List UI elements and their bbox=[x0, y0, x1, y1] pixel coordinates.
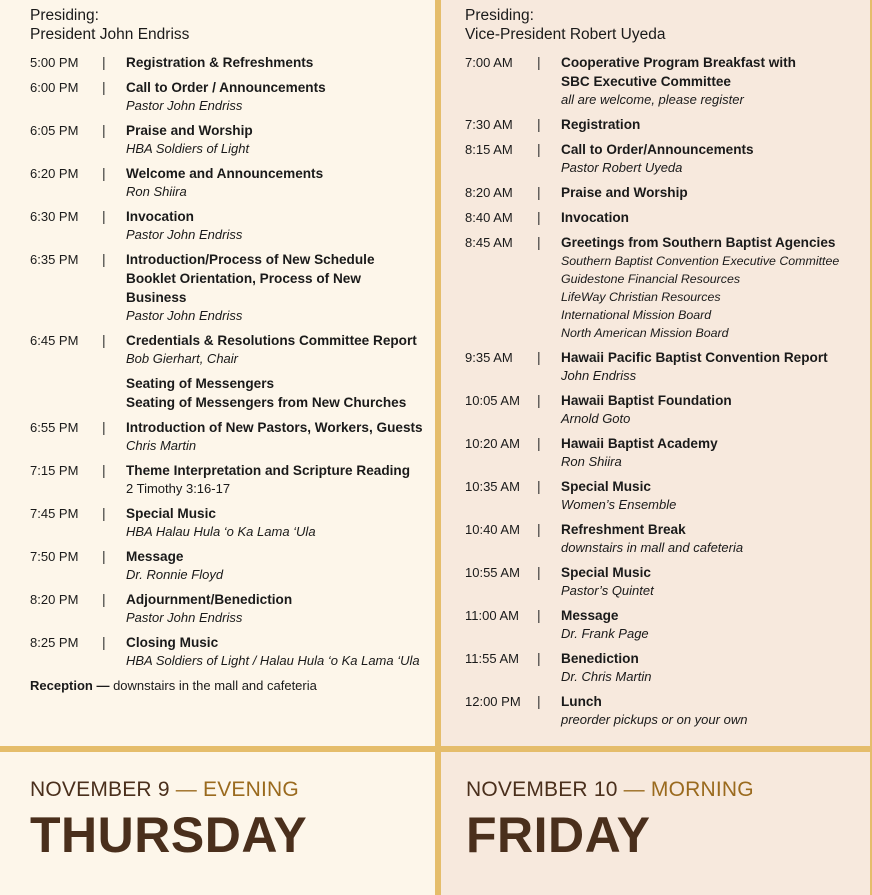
agenda-item bbox=[30, 504, 436, 541]
agenda-time: 6:55 PM bbox=[30, 420, 79, 435]
agenda-item bbox=[465, 53, 872, 109]
agenda-title: Praise and Worship bbox=[126, 123, 253, 138]
agenda-title: Introduction/Process of New Schedule bbox=[126, 252, 375, 267]
separator-bar: | bbox=[102, 591, 106, 607]
agenda-item bbox=[30, 121, 436, 158]
friday-agenda-list bbox=[465, 53, 872, 729]
agenda-detail: Pastor’s Quintet bbox=[561, 583, 654, 598]
agenda-title: Registration & Refreshments bbox=[126, 55, 314, 70]
separator-bar: | bbox=[102, 208, 106, 224]
agenda-content bbox=[561, 115, 872, 134]
agenda-title: Special Music bbox=[561, 479, 651, 494]
agenda-content bbox=[126, 547, 436, 584]
agenda-content bbox=[126, 53, 436, 72]
agenda-time: 6:45 PM bbox=[30, 333, 79, 348]
agenda-detail: Pastor John Endriss bbox=[126, 227, 243, 242]
agenda-time: 6:20 PM bbox=[30, 166, 79, 181]
agenda-content bbox=[561, 53, 872, 109]
agenda-title: Welcome and Announcements bbox=[126, 166, 324, 181]
agenda-item bbox=[465, 115, 872, 134]
presiding-label: Presiding: bbox=[465, 7, 534, 24]
agenda-title: Seating of Messengers bbox=[126, 376, 275, 391]
agenda-item bbox=[30, 53, 436, 72]
separator-bar: | bbox=[537, 209, 541, 225]
separator-bar: | bbox=[102, 634, 106, 650]
agenda-detail: Ron Shiira bbox=[561, 454, 622, 469]
dash: — bbox=[169, 778, 203, 801]
agenda-title: Message bbox=[561, 608, 619, 623]
agenda-content bbox=[126, 331, 436, 368]
agenda-item bbox=[30, 250, 436, 325]
agenda-title: Hawaii Baptist Foundation bbox=[561, 393, 732, 408]
agenda-item bbox=[30, 207, 436, 244]
agenda-content bbox=[126, 418, 436, 455]
agenda-detail: Pastor Robert Uyeda bbox=[561, 160, 683, 175]
agenda-content bbox=[126, 633, 436, 670]
agenda-detail: Ron Shiira bbox=[126, 184, 187, 199]
separator-bar: | bbox=[537, 435, 541, 451]
separator-bar: | bbox=[537, 564, 541, 580]
agenda-detail: North American Mission Board bbox=[561, 326, 729, 340]
agenda-title: Business bbox=[126, 290, 187, 305]
agenda-time: 10:55 AM bbox=[465, 565, 520, 580]
agenda-time: 6:30 PM bbox=[30, 209, 79, 224]
agenda-title: Introduction of New Pastors, Workers, Guests bbox=[126, 420, 423, 435]
agenda-detail: Dr. Ronnie Floyd bbox=[126, 567, 224, 582]
friday-footer bbox=[441, 752, 870, 895]
agenda-time: 7:00 AM bbox=[465, 55, 513, 70]
agenda-title: Credentials & Resolutions Committee Report bbox=[126, 333, 417, 348]
agenda-item bbox=[465, 208, 872, 227]
agenda-detail: HBA Soldiers of Light bbox=[126, 141, 250, 156]
agenda-content bbox=[561, 606, 872, 643]
agenda-content bbox=[561, 434, 872, 471]
agenda-content bbox=[126, 207, 436, 244]
separator-bar: | bbox=[537, 607, 541, 623]
agenda-detail: downstairs in mall and cafeteria bbox=[561, 540, 744, 555]
agenda-item bbox=[465, 183, 872, 202]
agenda-detail: Dr. Chris Martin bbox=[561, 669, 652, 684]
reception-label: Reception — bbox=[30, 678, 110, 693]
agenda-time: 11:55 AM bbox=[465, 651, 519, 666]
thursday-agenda-list bbox=[30, 53, 436, 670]
date-heading bbox=[30, 778, 435, 802]
agenda-time: 6:35 PM bbox=[30, 252, 79, 267]
agenda-content bbox=[561, 563, 872, 600]
period-text: EVENING bbox=[202, 778, 299, 801]
agenda-time: 5:00 PM bbox=[30, 55, 79, 70]
agenda-item bbox=[465, 348, 872, 385]
agenda-content bbox=[561, 183, 872, 202]
agenda-content bbox=[561, 477, 872, 514]
agenda-item bbox=[465, 692, 872, 729]
agenda-item bbox=[30, 418, 436, 455]
agenda-item bbox=[465, 140, 872, 177]
separator-bar: | bbox=[102, 251, 106, 267]
agenda-time: 8:45 AM bbox=[465, 235, 513, 250]
period-text: MORNING bbox=[650, 778, 754, 801]
agenda-time: 11:00 AM bbox=[465, 608, 519, 623]
agenda-title: Registration bbox=[561, 117, 641, 132]
agenda-time: 12:00 PM bbox=[465, 694, 521, 709]
friday-schedule-column bbox=[440, 0, 872, 747]
agenda-time: 7:30 AM bbox=[465, 117, 513, 132]
agenda-item bbox=[465, 233, 872, 342]
agenda-time: 9:35 AM bbox=[465, 350, 513, 365]
agenda-detail: LifeWay Christian Resources bbox=[561, 290, 721, 304]
agenda-detail: Chris Martin bbox=[126, 438, 197, 453]
agenda-detail: Guidestone Financial Resources bbox=[561, 272, 741, 286]
agenda-item bbox=[30, 633, 436, 670]
agenda-item bbox=[465, 649, 872, 686]
agenda-title: Benediction bbox=[561, 651, 639, 666]
agenda-title: SBC Executive Committee bbox=[561, 74, 731, 89]
separator-bar: | bbox=[102, 505, 106, 521]
agenda-title: Booklet Orientation, Process of New bbox=[126, 271, 361, 286]
agenda-item bbox=[465, 477, 872, 514]
agenda-item bbox=[465, 606, 872, 643]
agenda-detail: John Endriss bbox=[561, 368, 637, 383]
separator-bar: | bbox=[537, 184, 541, 200]
day-heading: FRIDAY bbox=[466, 807, 651, 863]
agenda-detail: Pastor John Endriss bbox=[126, 610, 243, 625]
agenda-title: Theme Interpretation and Scripture Reading bbox=[126, 463, 411, 478]
agenda-title: Greetings from Southern Baptist Agencies bbox=[561, 235, 836, 250]
agenda-time: 8:20 AM bbox=[465, 185, 513, 200]
agenda-detail: Bob Gierhart, Chair bbox=[126, 351, 238, 366]
agenda-detail: Women’s Ensemble bbox=[561, 497, 677, 512]
day-heading: THURSDAY bbox=[30, 807, 308, 863]
agenda-title: Praise and Worship bbox=[561, 185, 688, 200]
agenda-content bbox=[561, 233, 872, 342]
reception-text: downstairs in the mall and cafeteria bbox=[109, 678, 317, 693]
agenda-time: 7:45 PM bbox=[30, 506, 79, 521]
agenda-time: 8:20 PM bbox=[30, 592, 79, 607]
agenda-item bbox=[465, 563, 872, 600]
agenda-time: 8:25 PM bbox=[30, 635, 79, 650]
agenda-content bbox=[126, 78, 436, 115]
presiding-name: President John Endriss bbox=[30, 26, 190, 43]
agenda-item bbox=[30, 374, 436, 412]
agenda-title: Cooperative Program Breakfast with bbox=[561, 55, 796, 70]
agenda-title: Invocation bbox=[561, 210, 629, 225]
agenda-title: Refreshment Break bbox=[561, 522, 686, 537]
agenda-item bbox=[30, 78, 436, 115]
agenda-title: Hawaii Baptist Academy bbox=[561, 436, 718, 451]
agenda-detail: Pastor John Endriss bbox=[126, 98, 243, 113]
agenda-detail: Dr. Frank Page bbox=[561, 626, 649, 641]
agenda-detail: all are welcome, please register bbox=[561, 92, 744, 107]
agenda-item bbox=[465, 434, 872, 471]
presiding-label: Presiding: bbox=[30, 7, 99, 24]
separator-bar: | bbox=[537, 392, 541, 408]
separator-bar: | bbox=[102, 122, 106, 138]
agenda-item bbox=[30, 461, 436, 498]
agenda-detail: HBA Soldiers of Light / Halau Hula ‘o Ka Lama ‘Ula bbox=[126, 653, 420, 668]
agenda-time: 7:15 PM bbox=[30, 463, 79, 478]
agenda-time: 10:05 AM bbox=[465, 393, 520, 408]
agenda-title: Call to Order / Announcements bbox=[126, 80, 326, 95]
agenda-time: 8:15 AM bbox=[465, 142, 513, 157]
separator-bar: | bbox=[537, 141, 541, 157]
agenda-content bbox=[126, 504, 436, 541]
agenda-title: Lunch bbox=[561, 694, 602, 709]
agenda-time: 10:40 AM bbox=[465, 522, 520, 537]
separator-bar: | bbox=[102, 165, 106, 181]
agenda-time: 8:40 AM bbox=[465, 210, 513, 225]
agenda-title: Hawaii Pacific Baptist Convention Report bbox=[561, 350, 828, 365]
agenda-content bbox=[561, 208, 872, 227]
agenda-item bbox=[465, 391, 872, 428]
separator-bar: | bbox=[537, 54, 541, 70]
agenda-content bbox=[126, 164, 436, 201]
separator-bar: | bbox=[537, 521, 541, 537]
agenda-item bbox=[30, 547, 436, 584]
agenda-title: Seating of Messengers from New Churches bbox=[126, 395, 407, 410]
separator-bar: | bbox=[537, 234, 541, 250]
agenda-title: Adjournment/Benediction bbox=[126, 592, 293, 607]
agenda-content bbox=[561, 391, 872, 428]
separator-bar: | bbox=[537, 116, 541, 132]
agenda-content bbox=[126, 374, 436, 412]
separator-bar: | bbox=[537, 349, 541, 365]
agenda-content bbox=[126, 590, 436, 627]
agenda-content bbox=[126, 461, 436, 498]
agenda-content bbox=[561, 692, 872, 729]
separator-bar: | bbox=[102, 79, 106, 95]
agenda-title: Message bbox=[126, 549, 184, 564]
agenda-content bbox=[126, 250, 436, 325]
agenda-item bbox=[30, 164, 436, 201]
date-text: NOVEMBER 10 bbox=[466, 778, 618, 801]
separator-bar: | bbox=[102, 548, 106, 564]
agenda-content bbox=[561, 348, 872, 385]
agenda-detail: HBA Halau Hula ‘o Ka Lama ‘Ula bbox=[126, 524, 316, 539]
dash: — bbox=[617, 778, 651, 801]
agenda-detail: Arnold Goto bbox=[561, 411, 631, 426]
thursday-schedule-column bbox=[0, 0, 436, 747]
agenda-item bbox=[465, 520, 872, 557]
agenda-time: 10:20 AM bbox=[465, 436, 520, 451]
agenda-detail: preorder pickups or on your own bbox=[561, 712, 748, 727]
agenda-title: Special Music bbox=[126, 506, 216, 521]
agenda-item bbox=[30, 590, 436, 627]
separator-bar: | bbox=[537, 693, 541, 709]
separator-bar: | bbox=[537, 650, 541, 666]
agenda-detail: Pastor John Endriss bbox=[126, 308, 243, 323]
agenda-time: 10:35 AM bbox=[465, 479, 520, 494]
agenda-item bbox=[30, 331, 436, 368]
agenda-detail: 2 Timothy 3:16-17 bbox=[126, 481, 231, 496]
separator-bar: | bbox=[102, 462, 106, 478]
agenda-title: Special Music bbox=[561, 565, 651, 580]
date-heading bbox=[466, 778, 870, 802]
agenda-content bbox=[561, 649, 872, 686]
agenda-title: Closing Music bbox=[126, 635, 219, 650]
agenda-title: Invocation bbox=[126, 209, 194, 224]
separator-bar: | bbox=[537, 478, 541, 494]
agenda-content bbox=[561, 520, 872, 557]
reception-note bbox=[30, 676, 436, 695]
agenda-content bbox=[561, 140, 872, 177]
agenda-content bbox=[126, 121, 436, 158]
separator-bar: | bbox=[102, 419, 106, 435]
agenda-time: 7:50 PM bbox=[30, 549, 79, 564]
agenda-detail: Southern Baptist Convention Executive Committee bbox=[561, 254, 840, 268]
agenda-detail: International Mission Board bbox=[561, 308, 712, 322]
agenda-time: 6:05 PM bbox=[30, 123, 79, 138]
agenda-time: 6:00 PM bbox=[30, 80, 79, 95]
presiding-name: Vice-President Robert Uyeda bbox=[465, 26, 666, 43]
agenda-title: Call to Order/Announcements bbox=[561, 142, 754, 157]
separator-bar: | bbox=[102, 332, 106, 348]
date-text: NOVEMBER 9 bbox=[30, 778, 170, 801]
separator-bar: | bbox=[102, 54, 106, 70]
thursday-footer bbox=[0, 752, 435, 895]
